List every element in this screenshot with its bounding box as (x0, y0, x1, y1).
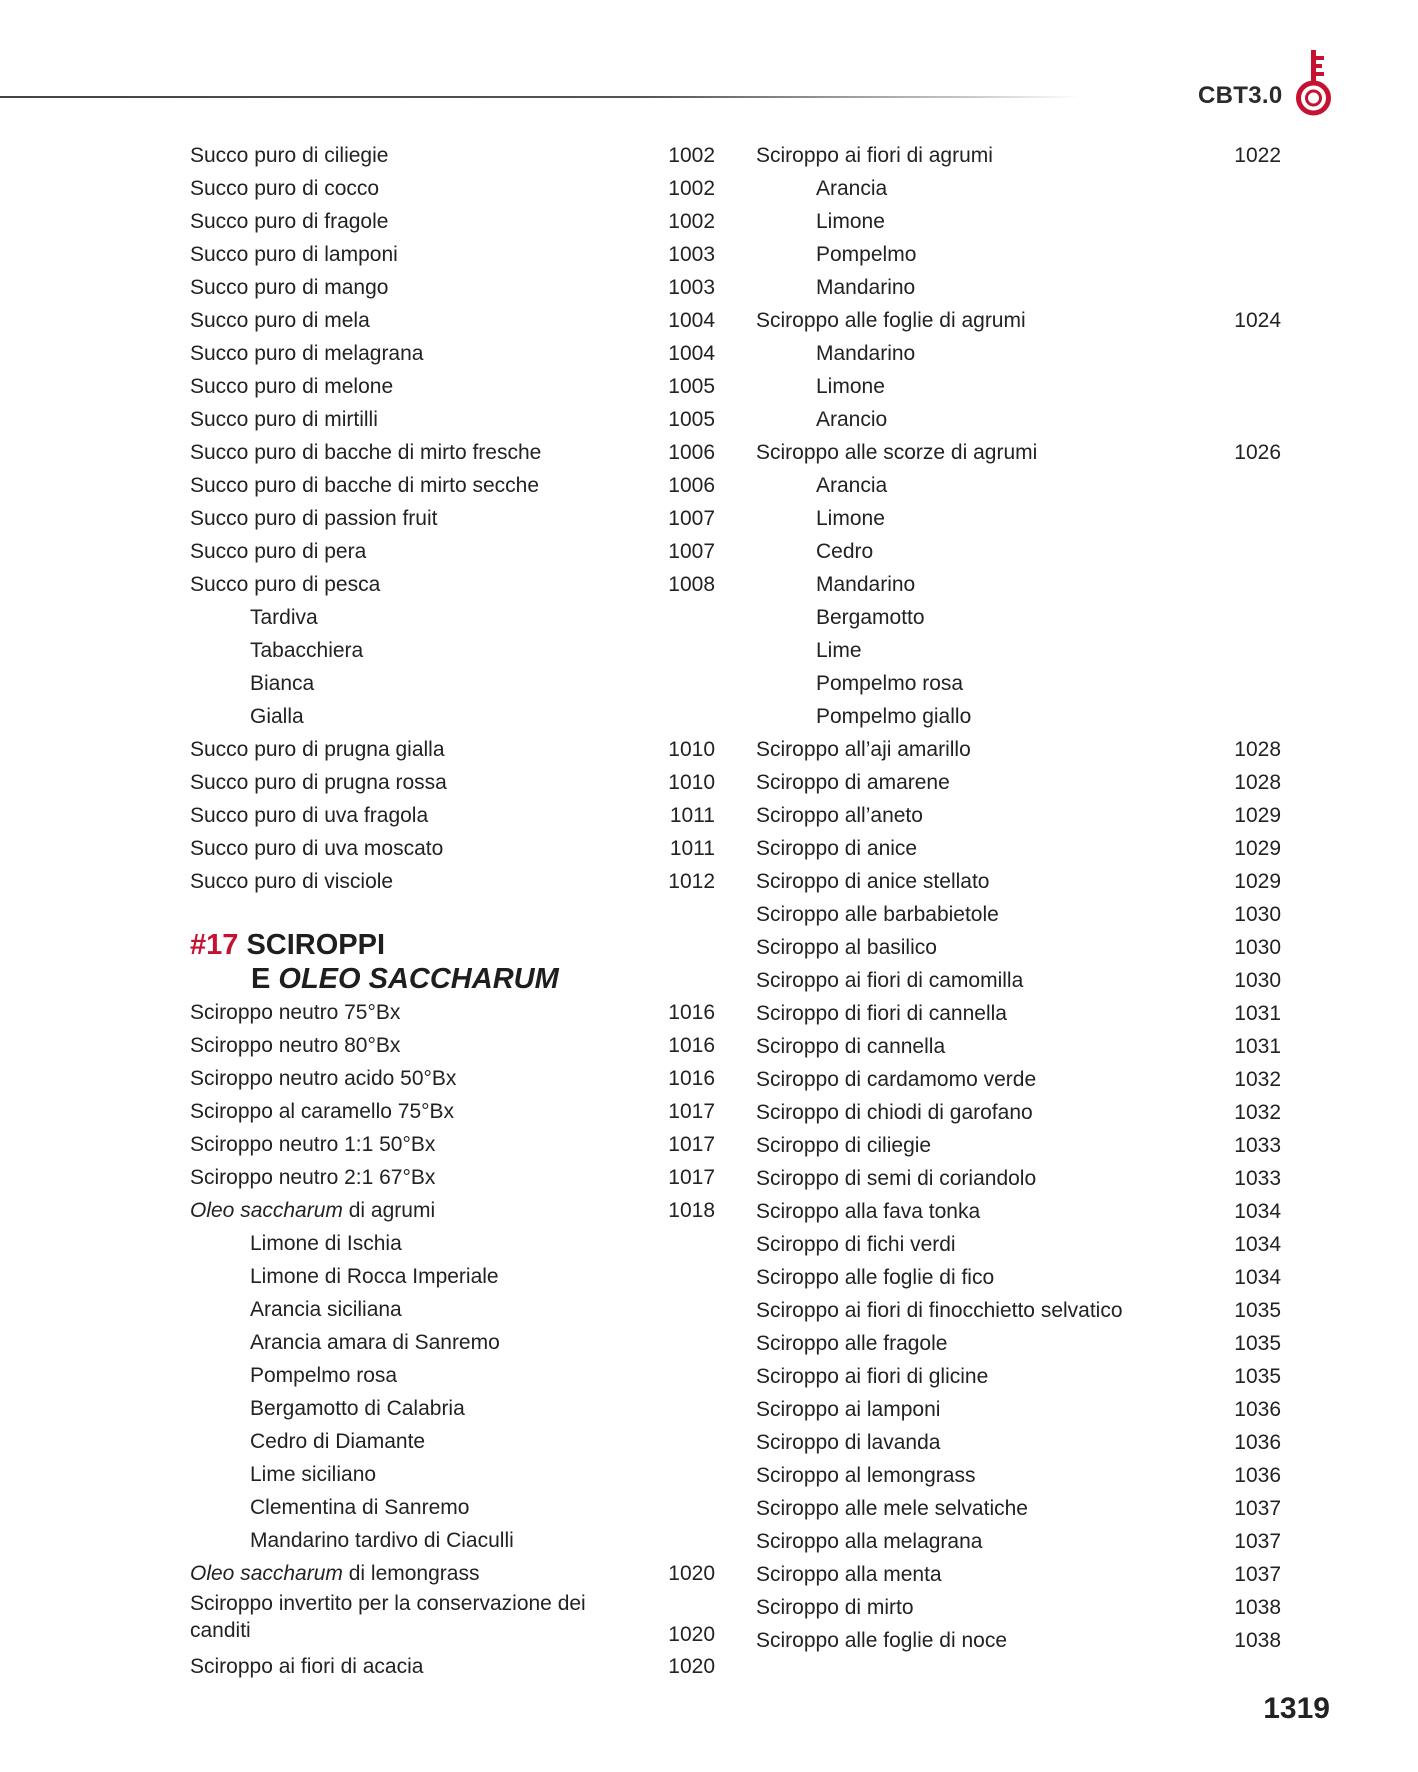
entry-label: Succo puro di visciole (190, 870, 394, 893)
entry-page: 1020 (668, 1623, 715, 1646)
index-entry (190, 1590, 715, 1650)
entry-label: Bergamotto (816, 606, 925, 629)
entry-page: 1036 (1234, 1398, 1281, 1421)
entry-label: Mandarino (816, 573, 916, 596)
entry-page: 1037 (1234, 1563, 1281, 1586)
entry-label: Sciroppo di lavanda (756, 1431, 941, 1454)
entry-label: Pompelmo (816, 243, 917, 266)
entry-page: 1008 (668, 573, 715, 596)
entry-label: Sciroppo alle scorze di agrumi (756, 441, 1038, 464)
entry-page: 1017 (668, 1133, 715, 1156)
index-entry (190, 799, 715, 832)
entry-page: 1038 (1234, 1629, 1281, 1652)
index-subentry (756, 403, 1281, 436)
header-rule (0, 96, 1080, 98)
index-subentry (190, 1293, 715, 1326)
entry-label: Sciroppo alle foglie di agrumi (756, 309, 1026, 332)
entry-page: 1030 (1234, 936, 1281, 959)
entry-page: 1028 (1234, 738, 1281, 761)
entry-label: Sciroppo al basilico (756, 936, 937, 959)
entry-label: Sciroppo di cannella (756, 1035, 946, 1058)
entry-label: Mandarino (816, 342, 916, 365)
entry-page: 1005 (668, 375, 715, 398)
entry-page: 1006 (668, 441, 715, 464)
index-subentry (756, 667, 1281, 700)
entry-label: Succo puro di bacche di mirto secche (190, 474, 540, 497)
entry-label: Mandarino tardivo di Ciaculli (250, 1529, 514, 1552)
entry-label: Succo puro di mango (190, 276, 389, 299)
entry-label: Lime siciliano (250, 1463, 377, 1486)
index-subentry (190, 1524, 715, 1557)
entry-page: 1012 (668, 870, 715, 893)
entry-label: Sciroppo alle fragole (756, 1332, 948, 1355)
entry-label: Limone (816, 507, 885, 530)
entry-label: Succo puro di passion fruit (190, 507, 438, 530)
index-subentry (756, 271, 1281, 304)
index-entry (756, 733, 1281, 766)
index-entry (756, 1426, 1281, 1459)
entry-label: Succo puro di cocco (190, 177, 380, 200)
index-entry (756, 931, 1281, 964)
entry-page: 1033 (1234, 1167, 1281, 1190)
entry-label: Limone (816, 375, 885, 398)
entry-label: Lime (816, 639, 862, 662)
index-subentry (756, 238, 1281, 271)
entry-label: Sciroppo alla fava tonka (756, 1200, 981, 1223)
index-entry (756, 1558, 1281, 1591)
entry-label: Bergamotto di Calabria (250, 1397, 465, 1420)
entry-label: Sciroppo di chiodi di garofano (756, 1101, 1033, 1124)
index-entry (190, 337, 715, 370)
entry-label (190, 1562, 479, 1585)
entry-italic: Oleo saccharum (190, 1199, 343, 1222)
section-title-plain: E (251, 963, 279, 995)
entry-label: Sciroppo ai fiori di acacia (190, 1655, 424, 1678)
entry-label: Sciroppo di cardamomo verde (756, 1068, 1037, 1091)
section-title-line2 (190, 962, 715, 996)
entry-label: Sciroppo alle mele selvatiche (756, 1497, 1028, 1520)
entry-label: Sciroppo neutro 75°Bx (190, 1001, 401, 1024)
entry-page: 1034 (1234, 1266, 1281, 1289)
entry-label: Succo puro di pesca (190, 573, 381, 596)
entry-page: 1016 (668, 1067, 715, 1090)
entry-label: Succo puro di uva moscato (190, 837, 444, 860)
entry-label: Sciroppo alle barbabietole (756, 903, 999, 926)
entry-label: Succo puro di uva fragola (190, 804, 429, 827)
entry-page: 1031 (1234, 1035, 1281, 1058)
index-entry (756, 964, 1281, 997)
index-subentry (756, 205, 1281, 238)
index-subentry (190, 1260, 715, 1293)
right-column (756, 139, 1281, 1657)
index-subentry (756, 634, 1281, 667)
index-entry (756, 832, 1281, 865)
entry-label: Succo puro di prugna gialla (190, 738, 445, 761)
index-entry (756, 1030, 1281, 1063)
index-entry (190, 1194, 715, 1227)
entry-label: Gialla (250, 705, 304, 728)
entry-page: 1004 (668, 342, 715, 365)
entry-page: 1029 (1234, 837, 1281, 860)
entry-label: Sciroppo ai fiori di glicine (756, 1365, 989, 1388)
entry-page: 1004 (668, 309, 715, 332)
section-heading (190, 928, 715, 996)
index-subentry (756, 535, 1281, 568)
index-entry (756, 1624, 1281, 1657)
entry-page: 1028 (1234, 771, 1281, 794)
entry-page: 1018 (668, 1199, 715, 1222)
entry-label: Pompelmo giallo (816, 705, 972, 728)
index-subentry (190, 601, 715, 634)
index-entry (756, 1327, 1281, 1360)
index-entry (756, 1063, 1281, 1096)
entry-label: Sciroppo invertito per la conservazione dei canditi (190, 1592, 586, 1642)
entry-page: 1016 (668, 1001, 715, 1024)
entry-page: 1002 (668, 177, 715, 200)
index-entry (190, 1161, 715, 1194)
index-entry (756, 1492, 1281, 1525)
entry-label: Sciroppo ai fiori di agrumi (756, 144, 993, 167)
entry-label: Mandarino (816, 276, 916, 299)
entry-italic: Oleo saccharum (190, 1562, 343, 1585)
section-title-line1: SCIROPPI (246, 929, 386, 961)
left-column (190, 139, 715, 1683)
entry-page: 1035 (1234, 1299, 1281, 1322)
index-entry (190, 766, 715, 799)
entry-label: Cedro (816, 540, 874, 563)
index-entry (756, 1459, 1281, 1492)
entry-label: Succo puro di lamponi (190, 243, 398, 266)
index-subentry (756, 502, 1281, 535)
entry-label-rest: di lemongrass (342, 1562, 480, 1585)
section-number: #17 (190, 929, 239, 961)
index-entry (190, 238, 715, 271)
entry-page: 1011 (669, 837, 715, 860)
entry-label: Limone di Rocca Imperiale (250, 1265, 499, 1288)
entry-page: 1010 (668, 771, 715, 794)
index-subentry (756, 370, 1281, 403)
index-entry (190, 304, 715, 337)
entry-label: Tabacchiera (250, 639, 364, 662)
index-subentry (190, 634, 715, 667)
entry-page: 1030 (1234, 903, 1281, 926)
index-entry (190, 996, 715, 1029)
index-subentry (190, 1425, 715, 1458)
index-entry (756, 1096, 1281, 1129)
entry-page: 1016 (668, 1034, 715, 1057)
entry-label: Succo puro di ciliegie (190, 144, 389, 167)
index-entry (190, 403, 715, 436)
entry-page: 1003 (668, 276, 715, 299)
entry-label: Pompelmo rosa (816, 672, 964, 695)
index-subentry (190, 1359, 715, 1392)
index-entry (190, 865, 715, 898)
index-entry (756, 1360, 1281, 1393)
section-title-italic: OLEO SACCHARUM (278, 963, 559, 995)
index-entry (756, 997, 1281, 1030)
entry-page: 1033 (1234, 1134, 1281, 1157)
entry-page: 1029 (1234, 870, 1281, 893)
index-entry (190, 568, 715, 601)
entry-label: Succo puro di melagrana (190, 342, 424, 365)
index-subentry (190, 667, 715, 700)
entry-label: Sciroppo all’aneto (756, 804, 923, 827)
index-subentry (190, 1227, 715, 1260)
entry-page: 1030 (1234, 969, 1281, 992)
entry-page: 1002 (668, 144, 715, 167)
entry-label: Sciroppo all’aji amarillo (756, 738, 971, 761)
index-entry (190, 1650, 715, 1683)
entry-label: Succo puro di prugna rossa (190, 771, 447, 794)
entry-label: Sciroppo di ciliegie (756, 1134, 932, 1157)
entry-label: Succo puro di fragole (190, 210, 389, 233)
index-entry (190, 172, 715, 205)
index-entry (190, 1062, 715, 1095)
index-entry (190, 832, 715, 865)
entry-label: Sciroppo alle foglie di fico (756, 1266, 995, 1289)
index-entry (756, 1228, 1281, 1261)
entry-page: 1024 (1234, 309, 1281, 332)
entry-page: 1020 (668, 1655, 715, 1678)
entry-label: Tardiva (250, 606, 318, 629)
index-subentry (756, 601, 1281, 634)
index-subentry (756, 172, 1281, 205)
entry-page: 1034 (1234, 1233, 1281, 1256)
entry-label: Sciroppo alla menta (756, 1563, 942, 1586)
entry-label: Sciroppo neutro 2:1 67°Bx (190, 1166, 436, 1189)
index-subentry (190, 1392, 715, 1425)
entry-label: Sciroppo neutro acido 50°Bx (190, 1067, 457, 1090)
entry-page: 1029 (1234, 804, 1281, 827)
entry-page: 1035 (1234, 1332, 1281, 1355)
entry-label: Arancia (816, 177, 888, 200)
index-entry (190, 469, 715, 502)
index-subentry (756, 700, 1281, 733)
index-entry (756, 1294, 1281, 1327)
entry-label: Limone di Ischia (250, 1232, 402, 1255)
index-entry (756, 1261, 1281, 1294)
index-entry (756, 1591, 1281, 1624)
entry-label: Succo puro di melone (190, 375, 394, 398)
entry-page: 1003 (668, 243, 715, 266)
entry-label: Sciroppo al caramello 75°Bx (190, 1100, 455, 1123)
entry-page: 1037 (1234, 1497, 1281, 1520)
entry-label: Pompelmo rosa (250, 1364, 398, 1387)
left-entries-succhi (190, 139, 715, 898)
entry-label: Sciroppo neutro 80°Bx (190, 1034, 401, 1057)
entry-label (190, 1199, 435, 1222)
index-subentry (756, 568, 1281, 601)
entry-label: Sciroppo alle foglie di noce (756, 1629, 1007, 1652)
entry-page: 1022 (1234, 144, 1281, 167)
index-entry (190, 1557, 715, 1590)
index-entry (756, 436, 1281, 469)
index-subentry (190, 1491, 715, 1524)
index-entry (190, 535, 715, 568)
entry-page: 1032 (1234, 1068, 1281, 1091)
index-entry (756, 1525, 1281, 1558)
index-entry (190, 733, 715, 766)
index-entry (190, 436, 715, 469)
entry-label: Succo puro di mela (190, 309, 370, 332)
entry-page: 1034 (1234, 1200, 1281, 1223)
entry-page: 1031 (1234, 1002, 1281, 1025)
index-entry (756, 304, 1281, 337)
entry-label: Sciroppo di mirto (756, 1596, 914, 1619)
entry-label: Sciroppo ai fiori di camomilla (756, 969, 1024, 992)
entry-label: Sciroppo di semi di coriandolo (756, 1167, 1037, 1190)
left-entries-sciroppi (190, 996, 715, 1683)
entry-page: 1002 (668, 210, 715, 233)
entry-page: 1011 (669, 804, 715, 827)
entry-page: 1005 (668, 408, 715, 431)
entry-label: Sciroppo di fiori di cannella (756, 1002, 1007, 1025)
entry-label: Sciroppo alla melagrana (756, 1530, 983, 1553)
entry-label: Limone (816, 210, 885, 233)
index-entry (756, 1129, 1281, 1162)
entry-label: Arancio (816, 408, 888, 431)
index-entry (190, 139, 715, 172)
index-subentry (190, 1458, 715, 1491)
entry-page: 1038 (1234, 1596, 1281, 1619)
entry-label: Succo puro di bacche di mirto fresche (190, 441, 542, 464)
entry-label: Arancia amara di Sanremo (250, 1331, 500, 1354)
index-entry (190, 205, 715, 238)
entry-label: Arancia (816, 474, 888, 497)
index-entry (756, 865, 1281, 898)
index-entry (756, 898, 1281, 931)
index-entry (756, 1195, 1281, 1228)
brand-label: CBT3.0 (1198, 82, 1283, 109)
index-subentry (190, 1326, 715, 1359)
entry-label: Cedro di Diamante (250, 1430, 426, 1453)
index-entry (190, 502, 715, 535)
entry-page: 1010 (668, 738, 715, 761)
index-entry (756, 1393, 1281, 1426)
entry-page: 1035 (1234, 1365, 1281, 1388)
entry-page: 1026 (1234, 441, 1281, 464)
entry-label: Sciroppo di anice (756, 837, 918, 860)
entry-page: 1036 (1234, 1431, 1281, 1454)
key-icon (1294, 48, 1334, 118)
entry-label: Sciroppo ai fiori di finocchietto selvatico (756, 1299, 1123, 1322)
index-entry (190, 1095, 715, 1128)
entry-label: Succo puro di pera (190, 540, 367, 563)
entry-page: 1017 (668, 1166, 715, 1189)
index-entry (190, 370, 715, 403)
entry-page: 1032 (1234, 1101, 1281, 1124)
page-number: 1319 (1263, 1692, 1330, 1725)
index-subentry (756, 469, 1281, 502)
index-entry (190, 271, 715, 304)
entry-page: 1020 (668, 1562, 715, 1585)
entry-page: 1006 (668, 474, 715, 497)
index-entry (756, 799, 1281, 832)
entry-label: Bianca (250, 672, 315, 695)
entry-label: Succo puro di mirtilli (190, 408, 378, 431)
entry-page: 1017 (668, 1100, 715, 1123)
entry-label-rest: di agrumi (342, 1199, 436, 1222)
index-subentry (190, 700, 715, 733)
entry-label: Sciroppo ai lamponi (756, 1398, 941, 1421)
index-entry (756, 766, 1281, 799)
entry-label: Sciroppo di fichi verdi (756, 1233, 956, 1256)
entry-label: Sciroppo di anice stellato (756, 870, 990, 893)
entry-label: Sciroppo al lemongrass (756, 1464, 976, 1487)
index-subentry (756, 337, 1281, 370)
entry-label: Clementina di Sanremo (250, 1496, 470, 1519)
entry-label: Sciroppo di amarene (756, 771, 950, 794)
entry-page: 1037 (1234, 1530, 1281, 1553)
index-entry (756, 139, 1281, 172)
index-entry (190, 1128, 715, 1161)
index-entry (756, 1162, 1281, 1195)
entry-page: 1036 (1234, 1464, 1281, 1487)
entry-label: Sciroppo neutro 1:1 50°Bx (190, 1133, 436, 1156)
index-entry (190, 1029, 715, 1062)
entry-label: Arancia siciliana (250, 1298, 402, 1321)
entry-page: 1007 (668, 507, 715, 530)
entry-page: 1007 (668, 540, 715, 563)
